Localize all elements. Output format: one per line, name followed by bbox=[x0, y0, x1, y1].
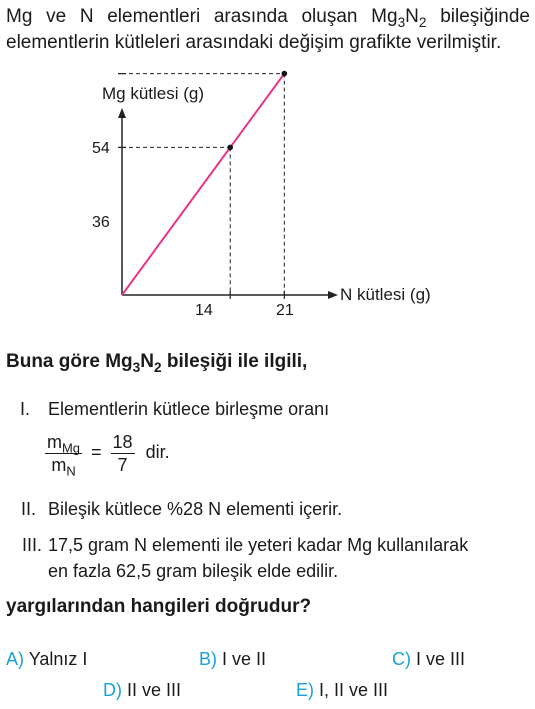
intro-line-1: Mg ve N elementleri arasında oluşan $Mg_3N_2$ bileşiğinde bbox=[6, 6, 530, 30]
choice-e[interactable]: E) I, II ve III bbox=[296, 680, 389, 700]
intro-line-2: elementlerin kütleleri arasındaki değişim grafikte verilmiştir. bbox=[6, 32, 502, 53]
x-tick-label: 14 bbox=[195, 302, 213, 319]
mass-ratio-equation bbox=[45, 432, 170, 479]
choice-a[interactable]: A) Yalnız I bbox=[6, 649, 88, 669]
statement-text: Elementlerin kütlece birleşme oranı bbox=[48, 399, 330, 419]
statement-number: I. bbox=[19, 399, 30, 419]
statement-text: 17,5 gram N elementi ile yeteri kadar Mg kullanılarak bbox=[48, 535, 469, 555]
y-tick-label: 36 bbox=[92, 214, 110, 231]
chart bbox=[0, 0, 535, 340]
choice-d[interactable]: D) II ve III bbox=[103, 680, 182, 700]
series-line bbox=[122, 74, 284, 295]
question-stem: Buna göre $Mg_3N_2$ bileşiği ile ilgili, bbox=[6, 351, 308, 375]
x-axis-label: N kütlesi (g) bbox=[340, 285, 431, 304]
lhs-fraction: $\frac{m_{Mg}}{m_N}$ bbox=[47, 432, 80, 479]
question-closing: yargılarından hangileri doğrudur? bbox=[6, 596, 312, 617]
choice-b[interactable]: B) I ve II bbox=[199, 649, 267, 669]
equals-sign: = bbox=[91, 442, 102, 463]
x-axis-arrow bbox=[328, 291, 338, 299]
rhs-fraction: $\frac{18}{7}$ bbox=[112, 432, 133, 475]
statement-number: III. bbox=[21, 535, 42, 555]
statement-text-continued: en fazla 62,5 gram bileşik elde edilir. bbox=[48, 561, 339, 581]
data-point bbox=[227, 145, 233, 151]
x-tick-label: 21 bbox=[276, 302, 294, 319]
statement-number: II. bbox=[20, 499, 36, 519]
statement-suffix: dir. bbox=[145, 442, 170, 463]
y-axis-arrow bbox=[118, 108, 126, 118]
y-tick-label: 54 bbox=[92, 140, 110, 157]
data-point bbox=[282, 71, 288, 77]
statement-text: Bileşik kütlece %28 N elementi içerir. bbox=[48, 499, 343, 519]
choice-c[interactable]: C) I ve III bbox=[392, 649, 466, 669]
y-axis-label: Mg kütlesi (g) bbox=[102, 84, 205, 103]
